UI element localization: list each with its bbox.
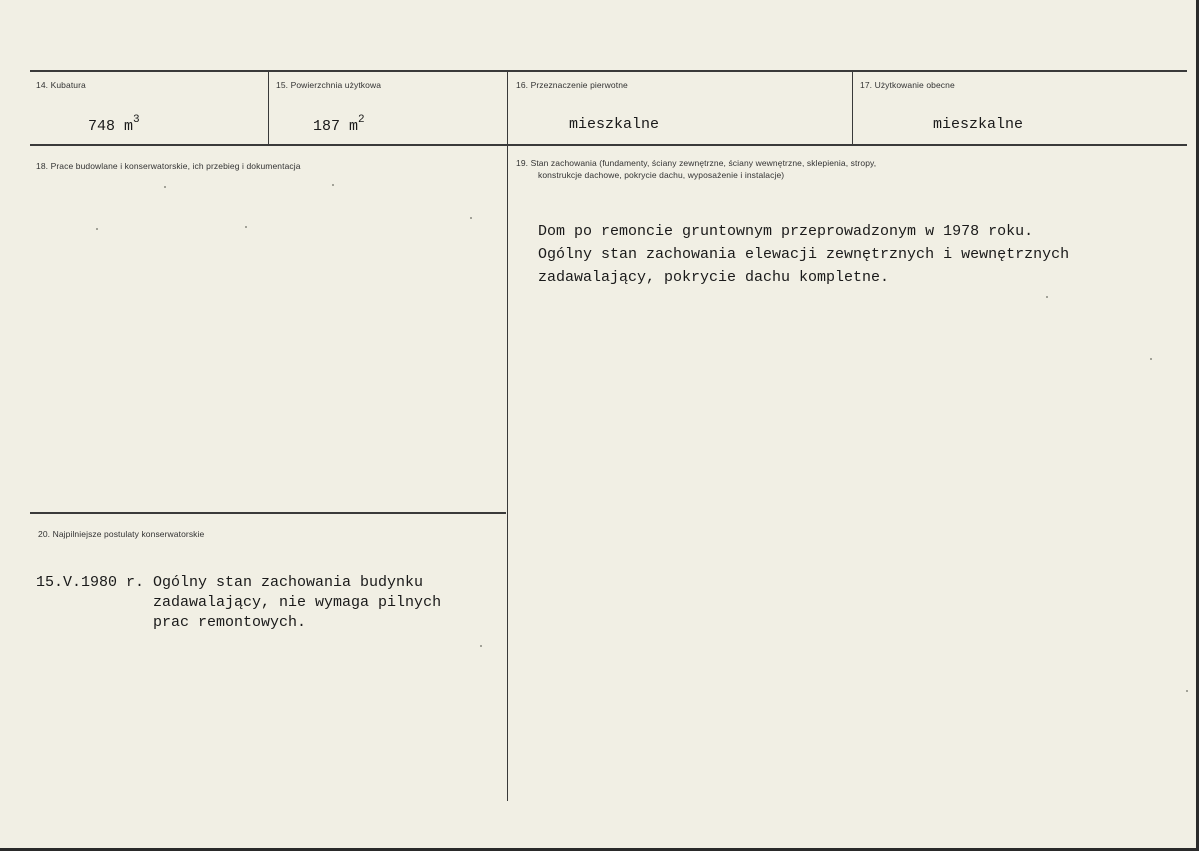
field-20-text-line: zadawalający, nie wymaga pilnych [36,594,442,611]
field-15-unit-exponent: 2 [358,114,365,126]
field-20-text-line: prac remontowych. [36,614,307,631]
field-14-label: 14. Kubatura [36,80,86,90]
paper-speck [470,217,472,219]
field-17-label: 17. Użytkowanie obecne [860,80,955,90]
row3-top-rule [30,512,506,514]
field-19-label-line1: 19. Stan zachowania (fundamenty, ściany zewnętrzne, ściany wewnętrzne, sklepienia, stropy, [516,158,877,168]
field-17-value: mieszkalne [933,116,1024,133]
row1-bottom-rule [30,144,1187,146]
paper-speck [96,228,98,230]
paper-speck [480,645,482,647]
divider-15-16 [507,71,508,801]
field-16-label: 16. Przeznaczenie pierwotne [516,80,628,90]
field-16-value: mieszkalne [569,116,660,133]
field-20-text-line: 15.V.1980 r. Ogólny stan zachowania budynku [36,574,424,591]
divider-14-15 [268,71,269,145]
paper-speck [164,186,166,188]
field-18-label: 18. Prace budowlane i konserwatorskie, ich przebieg i dokumentacja [36,161,301,171]
paper-speck [1150,358,1152,360]
paper-speck [1186,690,1188,692]
top-rule [30,70,1187,72]
field-14-unit-exponent: 3 [133,114,140,126]
paper-speck [332,184,334,186]
field-14-value: 748 $m^3$ [88,114,140,135]
field-15-label: 15. Powierzchnia użytkowa [276,80,382,90]
paper-speck [1046,296,1048,298]
field-19-text-line: Ogólny stan zachowania elewacji zewnętrznych i wewnętrznych [538,246,1070,263]
divider-16-17 [852,71,853,145]
field-15-value: 187 $m^2$ [313,114,365,135]
field-20-label: 20. Najpilniejsze postulaty konserwatorskie [38,529,205,539]
paper-speck [245,226,247,228]
field-19-text-line: zadawalający, pokrycie dachu kompletne. [538,269,890,286]
field-19-text-line: Dom po remoncie gruntownym przeprowadzonym w 1978 roku. [538,223,1034,240]
field-19-label-line2: konstrukcje dachowe, pokrycie dachu, wyposażenie i instalacje) [538,170,785,180]
